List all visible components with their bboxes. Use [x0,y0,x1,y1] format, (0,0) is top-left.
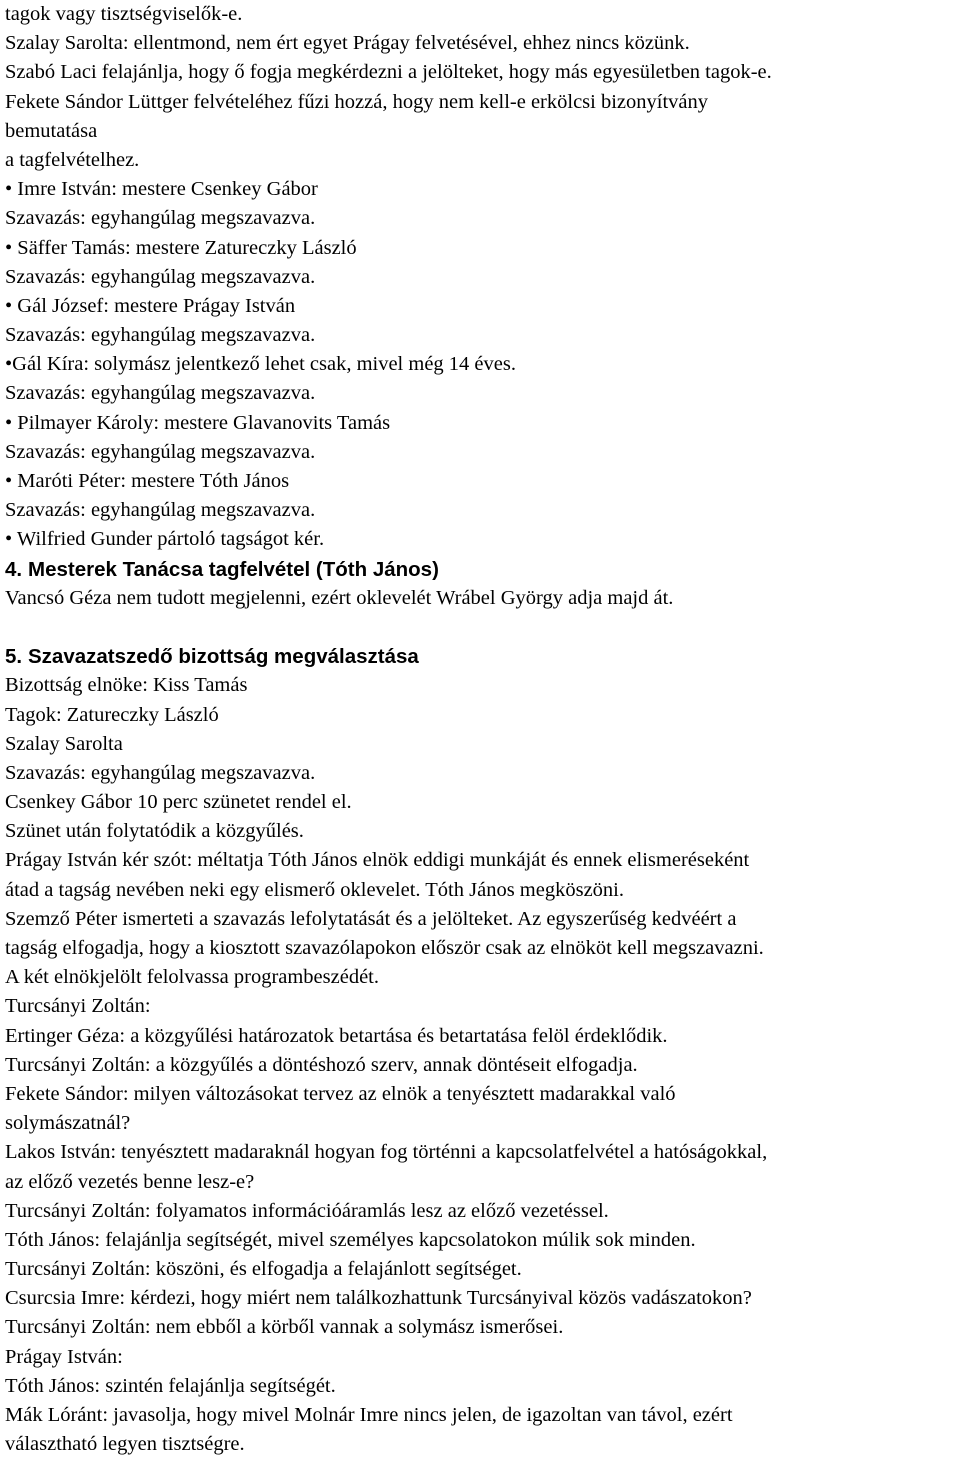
text-line: a tagfelvételhez. [5,148,140,171]
text-line: Vancsó Géza nem tudott megjelenni, ezért oklevelét Wrábel György adja majd át. [5,586,674,609]
text-line: Turcsányi Zoltán: [5,995,151,1018]
text-line: •Gál Kíra: solymász jelentkező lehet csak, mivel még 14 éves. [5,353,516,376]
text-line: átad a tagság nevében neki egy elismerő oklevelet. Tóth János megköszöni. [5,878,624,901]
text-line: Tagok: Zatureczky László [5,703,219,726]
minutes-block-masters-council [5,584,955,613]
text-line: Fekete Sándor Lüttger felvételéhez fűzi hozzá, hogy nem kell-e erkölcsi bizonyítvány [5,90,708,113]
section-title: Szavazatszedő bizottság megválasztása [28,645,419,669]
text-line: tagság elfogadja, hogy a kiosztott szavazólapokon először csak az elnököt kell megszavazni. [5,937,764,959]
text-line: Csenkey Gábor 10 perc szünetet rendel el. [5,791,352,814]
text-line: Mák Lóránt: javasolja, hogy mivel Molnár Imre nincs jelen, de igazoltan van távol, ezért [5,1404,733,1426]
text-line: Prágay István kér szót: méltatja Tóth János elnök eddigi munkáját és ennek elismeréseként [5,849,750,872]
text-line: Szavazás: egyhangúlag megszavazva. [5,440,316,463]
text-line: Szavazás: egyhangúlag megszavazva. [5,265,316,288]
text-line: • Wilfried Gunder pártoló tagságot kér. [5,528,325,551]
text-line: Tóth János: szintén felajánlja segítségét. [5,1374,336,1397]
text-line: Turcsányi Zoltán: nem ebből a körből vannak a solymász ismerősei. [5,1316,564,1339]
text-line: Szavazás: egyhangúlag megszavazva. [5,499,316,522]
text-line: Turcsányi Zoltán: köszöni, és elfogadja a felajánlott segítséget. [5,1258,522,1281]
text-line: Turcsányi Zoltán: a közgyűlés a döntéshozó szerv, annak döntéseit elfogadja. [5,1053,638,1076]
section-number: 4. [5,557,23,581]
text-line: Bizottság elnöke: Kiss Tamás [5,674,248,697]
text-line: Prágay István: [5,1345,123,1368]
text-line: Fekete Sándor: milyen változásokat tervez az elnök a tenyésztett madarakkal való [5,1082,676,1105]
text-line: Szavazás: egyhangúlag megszavazva. [5,382,316,405]
text-line: Szavazás: egyhangúlag megszavazva. [5,207,316,230]
section-number: 5. [5,645,23,669]
text-line: • Imre István: mestere Csenkey Gábor [5,178,318,201]
text-line: Turcsányi Zoltán: folyamatos információáramlás lesz az előző vezetéssel. [5,1199,609,1222]
text-line: Szabó Laci felajánlja, hogy ő fogja megkérdezni a jelölteket, hogy más egyesületben tagok-e. [5,61,772,84]
text-line: Ertinger Géza: a közgyűlési határozatok betartása és betartatása felöl érdeklődik. [5,1024,668,1047]
text-line: Tóth János: felajánlja segítségét, mivel személyes kapcsolatokon múlik sok minden. [5,1228,696,1251]
text-line: Csurcsia Imre: kérdezi, hogy miért nem találkozhattunk Turcsányival közös vadászatokon? [5,1287,752,1310]
text-line: solymászatnál? [5,1112,131,1135]
section-heading-5 [5,642,955,671]
text-line: Szalay Sarolta [5,732,123,755]
text-line: bemutatása [5,119,98,142]
blank-line [5,613,955,642]
text-line: Szemző Péter ismerteti a szavazás lefolytatását és a jelölteket. Az egyszerűség kedvéért a [5,907,737,930]
text-line: az előző vezetés benne lesz-e? [5,1170,255,1193]
text-line: Szavazás: egyhangúlag megszavazva. [5,761,316,784]
text-line: A két elnökjelölt felolvassa programbeszédét. [5,966,380,989]
minutes-block-membership [5,0,955,555]
text-line: Szünet után folytatódik a közgyűlés. [5,820,304,843]
text-line: • Gál József: mestere Prágay István [5,294,296,317]
text-line: • Säffer Tamás: mestere Zatureczky László [5,236,357,259]
section-title: Mesterek Tanácsa tagfelvétel (Tóth János) [28,557,439,581]
text-line: Szalay Sarolta: ellentmond, nem ért egyet Prágay felvetésével, ehhez nincs közünk. [5,32,690,55]
text-line: tagok vagy tisztségviselők-e. [5,3,243,25]
text-line: választható legyen tisztségre. [5,1433,245,1456]
section-heading-4 [5,555,955,584]
text-line: • Maróti Péter: mestere Tóth János [5,470,290,492]
minutes-block-election [5,671,955,1459]
text-line: • Pilmayer Károly: mestere Glavanovits Tamás [5,411,391,434]
text-line: Lakos István: tenyésztett madaraknál hogyan fog történni a kapcsolatfelvétel a hatóságokkal, [5,1141,768,1164]
document-page [5,0,955,1459]
text-line: Szavazás: egyhangúlag megszavazva. [5,324,316,347]
